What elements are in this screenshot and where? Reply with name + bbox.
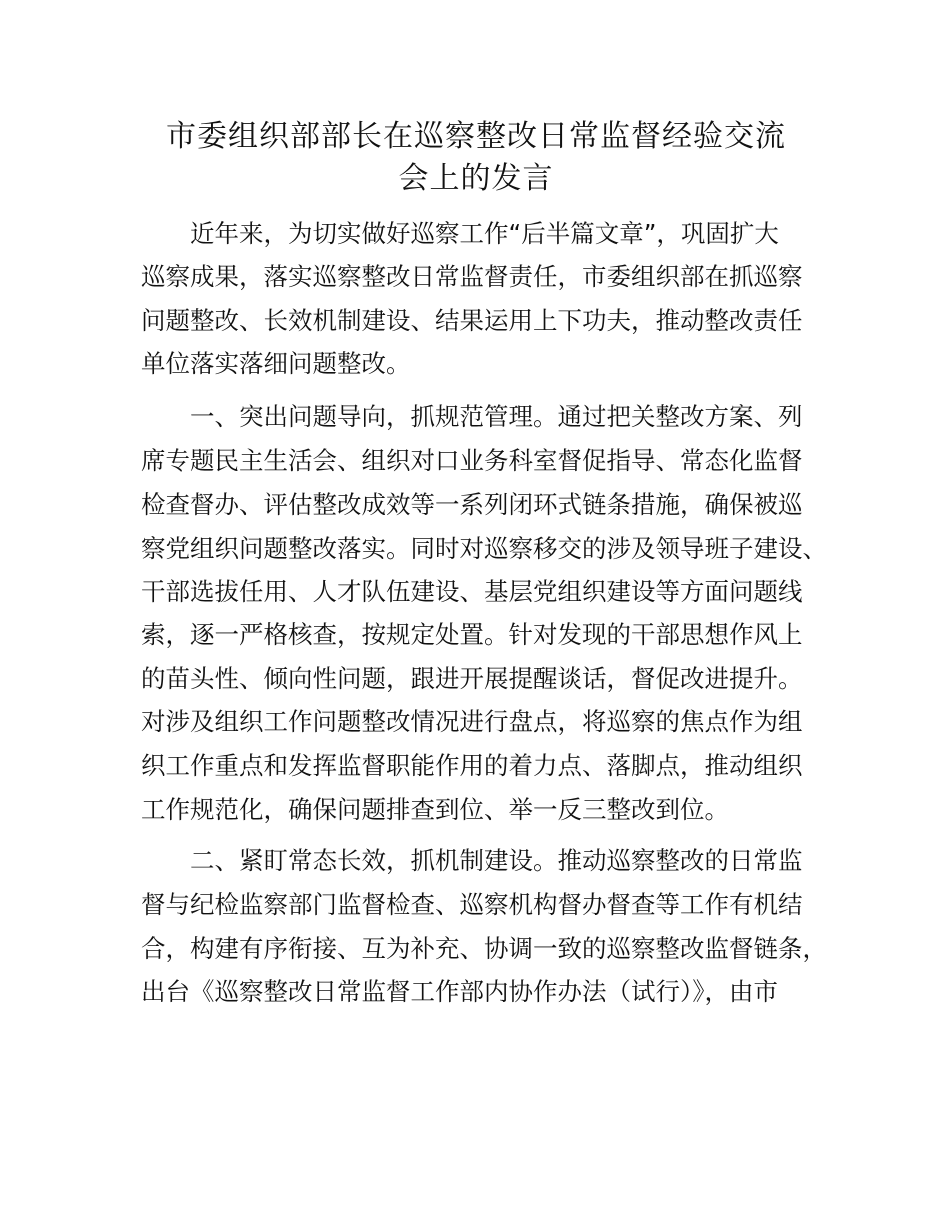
paragraph-line: 巡察成果，落实巡察整改日常监督责任，市委组织部在抓巡察: [141, 262, 803, 291]
paragraph-line: 察党组织问题整改落实。同时对巡察移交的涉及领导班子建设、: [141, 534, 827, 563]
paragraph-line: 单位落实落细问题整改。: [141, 349, 411, 378]
paragraph-line: 索，逐一严格核查，按规定处置。针对发现的干部思想作风上: [141, 620, 803, 649]
paragraph-line: 近年来，为切实做好巡察工作“后半篇文章”，巩固扩大: [190, 219, 779, 248]
paragraph-line: 的苗头性、倾向性问题，跟进开展提醒谈话，督促改进提升。: [141, 664, 803, 693]
title-line-2: 会上的发言: [398, 161, 554, 196]
paragraph-line: 问题整改、长效机制建设、结果运用上下功夫，推动整改责任: [141, 306, 803, 335]
paragraph-line: 检查督办、评估整改成效等一系列闭环式链条措施，确保被巡: [141, 490, 803, 519]
paragraph-line: 工作规范化，确保问题排查到位、举一反三整改到位。: [141, 795, 729, 824]
title-line-1: 市委组织部部长在巡察整改日常监督经验交流: [166, 119, 786, 154]
paragraph-line: 督与纪检监察部门监督检查、巡察机构督办督查等工作有机结: [141, 890, 803, 919]
paragraph-line: 出台《巡察整改日常监督工作部内协作办法（试行）》，由市: [141, 977, 778, 1006]
paragraph-line: 织工作重点和发挥监督职能作用的着力点、落脚点，推动组织: [141, 751, 803, 780]
paragraph-line: 一、突出问题导向，抓规范管理。通过把关整改方案、列: [190, 402, 803, 431]
paragraph-line: 合，构建有序衔接、互为补充、协调一致的巡察整改监督链条，: [141, 934, 827, 963]
paragraph-line: 席专题民主生活会、组织对口业务科室督促指导、常态化监督: [141, 446, 803, 475]
paragraph-line: 对涉及组织工作问题整改情况进行盘点，将巡察的焦点作为组: [141, 707, 803, 736]
document-title: [140, 116, 812, 200]
paragraph-line: 二、紧盯常态长效，抓机制建设。推动巡察整改的日常监: [190, 846, 803, 875]
paragraph-line: 干部选拔任用、人才队伍建设、基层党组织建设等方面问题线: [141, 577, 803, 606]
